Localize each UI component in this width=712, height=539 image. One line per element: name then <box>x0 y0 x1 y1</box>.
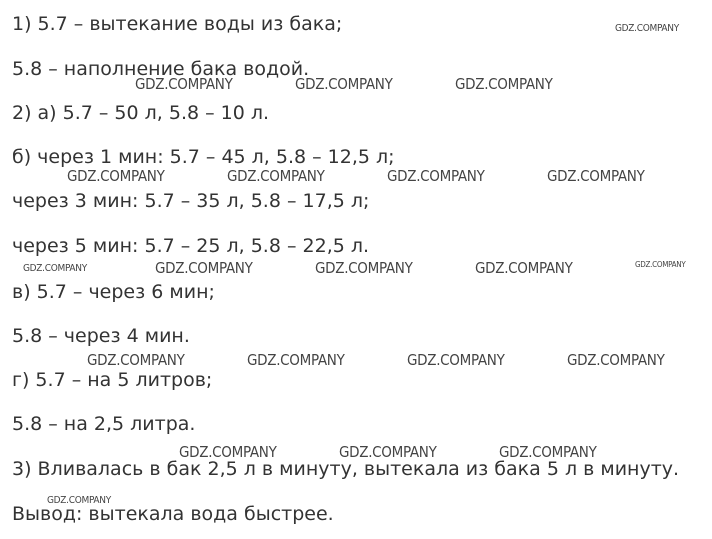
text-line: 2) а) 5.7 – 50 л, 5.8 – 10 л. <box>12 102 270 124</box>
text-line: Вывод: вытекала вода быстрее. <box>12 503 334 525</box>
watermark: GDZ.COMPANY <box>23 263 87 274</box>
watermark: GDZ.COMPANY <box>547 167 645 185</box>
watermark: GDZ.COMPANY <box>499 443 597 461</box>
watermark: GDZ.COMPANY <box>67 167 165 185</box>
watermark: GDZ.COMPANY <box>155 259 253 277</box>
watermark: GDZ.COMPANY <box>87 351 185 369</box>
watermark: GDZ.COMPANY <box>635 260 686 269</box>
text-line: 5.8 – через 4 мин. <box>12 325 190 347</box>
watermark: GDZ.COMPANY <box>339 443 437 461</box>
text-line: 5.8 – на 2,5 литра. <box>12 413 196 435</box>
watermark: GDZ.COMPANY <box>387 167 485 185</box>
text-line: через 5 мин: 5.7 – 25 л, 5.8 – 22,5 л. <box>12 235 370 257</box>
watermark: GDZ.COMPANY <box>407 351 505 369</box>
watermark: GDZ.COMPANY <box>47 495 111 506</box>
text-line: 1) 5.7 – вытекание воды из бака; <box>12 13 343 35</box>
watermark: GDZ.COMPANY <box>135 75 233 93</box>
watermark: GDZ.COMPANY <box>475 259 573 277</box>
watermark: GDZ.COMPANY <box>315 259 413 277</box>
text-line: в) 5.7 – через 6 мин; <box>12 281 215 303</box>
text-line: 3) Вливалась в бак 2,5 л в минуту, вытекала из бака 5 л в минуту. <box>12 458 680 480</box>
watermark: GDZ.COMPANY <box>179 443 277 461</box>
text-line: г) 5.7 – на 5 литров; <box>12 369 213 391</box>
watermark: GDZ.COMPANY <box>615 23 679 34</box>
watermark: GDZ.COMPANY <box>455 75 553 93</box>
text-line: 5.8 – наполнение бака водой. <box>12 58 310 80</box>
text-line: б) через 1 мин: 5.7 – 45 л, 5.8 – 12,5 л; <box>12 146 395 168</box>
watermark: GDZ.COMPANY <box>567 351 665 369</box>
watermark: GDZ.COMPANY <box>295 75 393 93</box>
watermark: GDZ.COMPANY <box>227 167 325 185</box>
text-line: через 3 мин: 5.7 – 35 л, 5.8 – 17,5 л; <box>12 190 370 212</box>
watermark: GDZ.COMPANY <box>247 351 345 369</box>
